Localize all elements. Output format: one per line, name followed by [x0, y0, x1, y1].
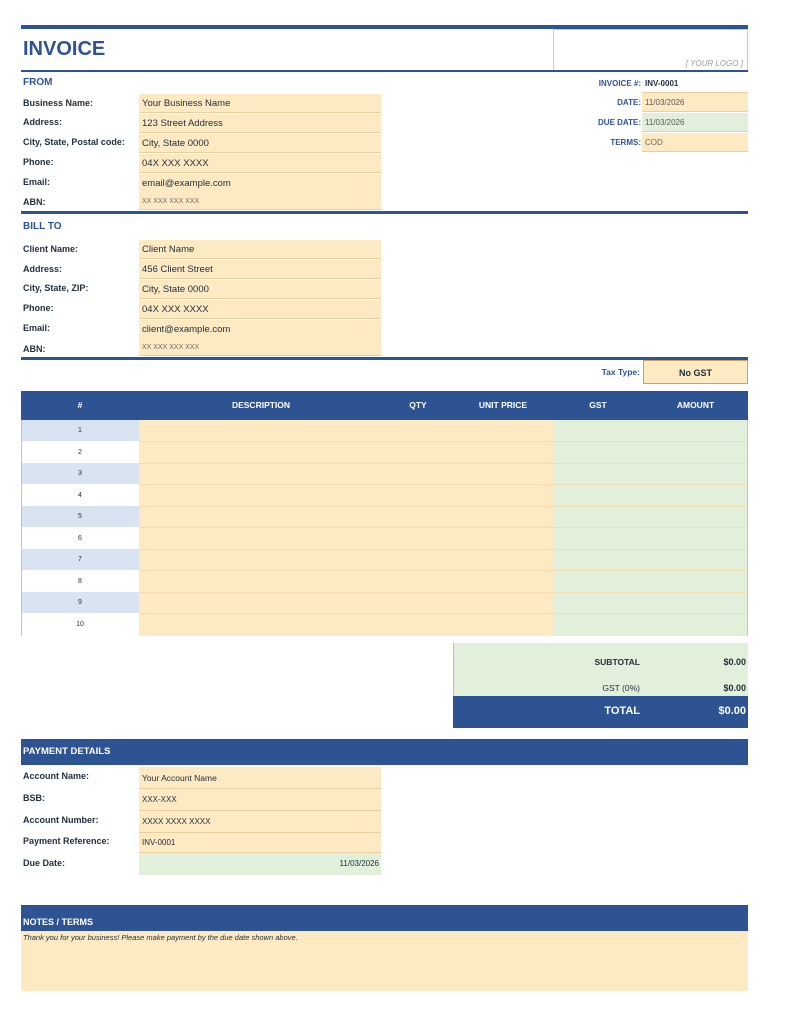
client-phone-field[interactable]: 04X XXX XXXX	[139, 300, 381, 319]
row-divider	[139, 484, 748, 485]
row-divider	[139, 570, 748, 571]
header-divider	[21, 70, 748, 72]
table-left-border	[21, 420, 22, 636]
payment-due-date-value: 11/03/2026	[339, 859, 379, 868]
col-header-number: #	[77, 400, 83, 410]
payment-reference-label: Payment Reference:	[23, 836, 110, 846]
payment-reference-field[interactable]: INV-0001	[139, 833, 381, 853]
abn-field[interactable]: XX XXX XXX XXX	[139, 192, 381, 210]
row-divider	[139, 592, 748, 593]
payment-due-date-label: Due Date:	[23, 858, 66, 868]
bsb-field[interactable]: XXX-XXX	[139, 789, 381, 811]
client-name-label: Client Name:	[23, 244, 79, 254]
date-label: DATE:	[617, 98, 641, 107]
city-field[interactable]: City, State 0000	[139, 134, 381, 153]
phone-field[interactable]: 04X XXX XXXX	[139, 154, 381, 173]
subtotal-value: $0.00	[723, 657, 746, 667]
terms-label: TERMS:	[610, 138, 641, 147]
account-number-label: Account Number:	[23, 815, 99, 825]
address-label: Address:	[23, 117, 63, 127]
table-row-number: 8	[78, 578, 82, 585]
phone-label: Phone:	[23, 157, 54, 167]
invoice-number-field[interactable]: INV-0001	[642, 74, 748, 93]
notes-text-area[interactable]	[21, 931, 748, 991]
gst-label: GST (0%)	[602, 683, 640, 693]
table-row-number: 7	[21, 549, 139, 570]
row-divider	[139, 463, 748, 464]
notes-text: Thank you for your business! Please make payment by the due date shown above.	[23, 933, 298, 942]
date-field[interactable]: 11/03/2026	[642, 93, 748, 112]
table-row-number: 5	[21, 506, 139, 527]
payment-section-title: PAYMENT DETAILS	[23, 746, 111, 757]
table-row-number: 9	[21, 592, 139, 613]
col-header-amount: AMOUNT	[676, 400, 715, 410]
notes-header-bar	[21, 905, 748, 931]
client-email-field[interactable]: client@example.com	[139, 320, 381, 339]
col-header-description: DESCRIPTION	[231, 400, 291, 410]
due-date-label: DUE DATE:	[598, 118, 641, 127]
row-divider	[139, 441, 748, 442]
subtotal-label: SUBTOTAL	[594, 657, 640, 667]
client-city-label: City, State, ZIP:	[23, 283, 89, 293]
due-date-field[interactable]: 11/03/2026	[642, 113, 748, 132]
row-divider	[139, 527, 748, 528]
client-city-field[interactable]: City, State 0000	[139, 280, 381, 299]
client-phone-label: Phone:	[23, 303, 54, 313]
email-label: Email:	[23, 177, 51, 187]
address-field[interactable]: 123 Street Address	[139, 114, 381, 133]
tax-type-label: Tax Type:	[601, 367, 640, 377]
row-divider	[139, 613, 748, 614]
tax-type-select[interactable]: No GST	[643, 360, 748, 384]
client-abn-label: ABN:	[23, 344, 46, 354]
from-divider	[21, 211, 748, 214]
business-name-field[interactable]: Your Business Name	[139, 94, 381, 113]
table-row-number: 10	[76, 621, 84, 628]
bill-to-divider	[21, 357, 748, 360]
page-title: INVOICE	[23, 38, 106, 60]
account-name-field[interactable]: Your Account Name	[139, 767, 381, 789]
account-name-label: Account Name:	[23, 771, 90, 781]
payment-due-date-cell	[139, 853, 381, 875]
table-row-number: 3	[21, 463, 139, 484]
email-field[interactable]: email@example.com	[139, 174, 381, 193]
client-name-field[interactable]: Client Name	[139, 240, 381, 259]
table-right-border	[747, 420, 748, 636]
client-abn-field[interactable]: XX XXX XXX XXX	[139, 338, 381, 356]
notes-section-title: NOTES / TERMS	[23, 917, 94, 927]
table-row-number: 6	[78, 535, 82, 542]
client-address-label: Address:	[23, 264, 63, 274]
items-calc-area	[553, 420, 748, 636]
city-label: City, State, Postal code:	[23, 137, 125, 147]
table-row-number: 1	[21, 420, 139, 441]
col-header-gst: GST	[589, 400, 607, 410]
table-row-number: 2	[78, 449, 82, 456]
total-label: TOTAL	[604, 705, 640, 717]
items-input-area[interactable]	[139, 420, 553, 636]
client-address-field[interactable]: 456 Client Street	[139, 260, 381, 279]
gst-value: $0.00	[723, 683, 746, 693]
account-number-field[interactable]: XXXX XXXX XXXX	[139, 811, 381, 833]
bsb-label: BSB:	[23, 793, 45, 803]
abn-label: ABN:	[23, 197, 46, 207]
col-header-qty: QTY	[409, 400, 427, 410]
total-value: $0.00	[718, 705, 746, 717]
col-header-unit-price: UNIT PRICE	[478, 400, 528, 410]
bill-to-section-title: BILL TO	[23, 221, 62, 232]
row-divider	[139, 549, 748, 550]
logo-box[interactable]	[553, 29, 748, 71]
invoice-number-label: INVOICE #:	[598, 79, 641, 88]
business-name-label: Business Name:	[23, 98, 94, 108]
logo-placeholder: [ YOUR LOGO ]	[685, 59, 743, 68]
terms-field[interactable]: COD	[642, 133, 748, 152]
payment-header-bar	[21, 739, 748, 765]
row-divider	[139, 506, 748, 507]
client-email-label: Email:	[23, 323, 51, 333]
from-section-title: FROM	[23, 77, 53, 88]
table-row-number: 4	[78, 492, 82, 499]
